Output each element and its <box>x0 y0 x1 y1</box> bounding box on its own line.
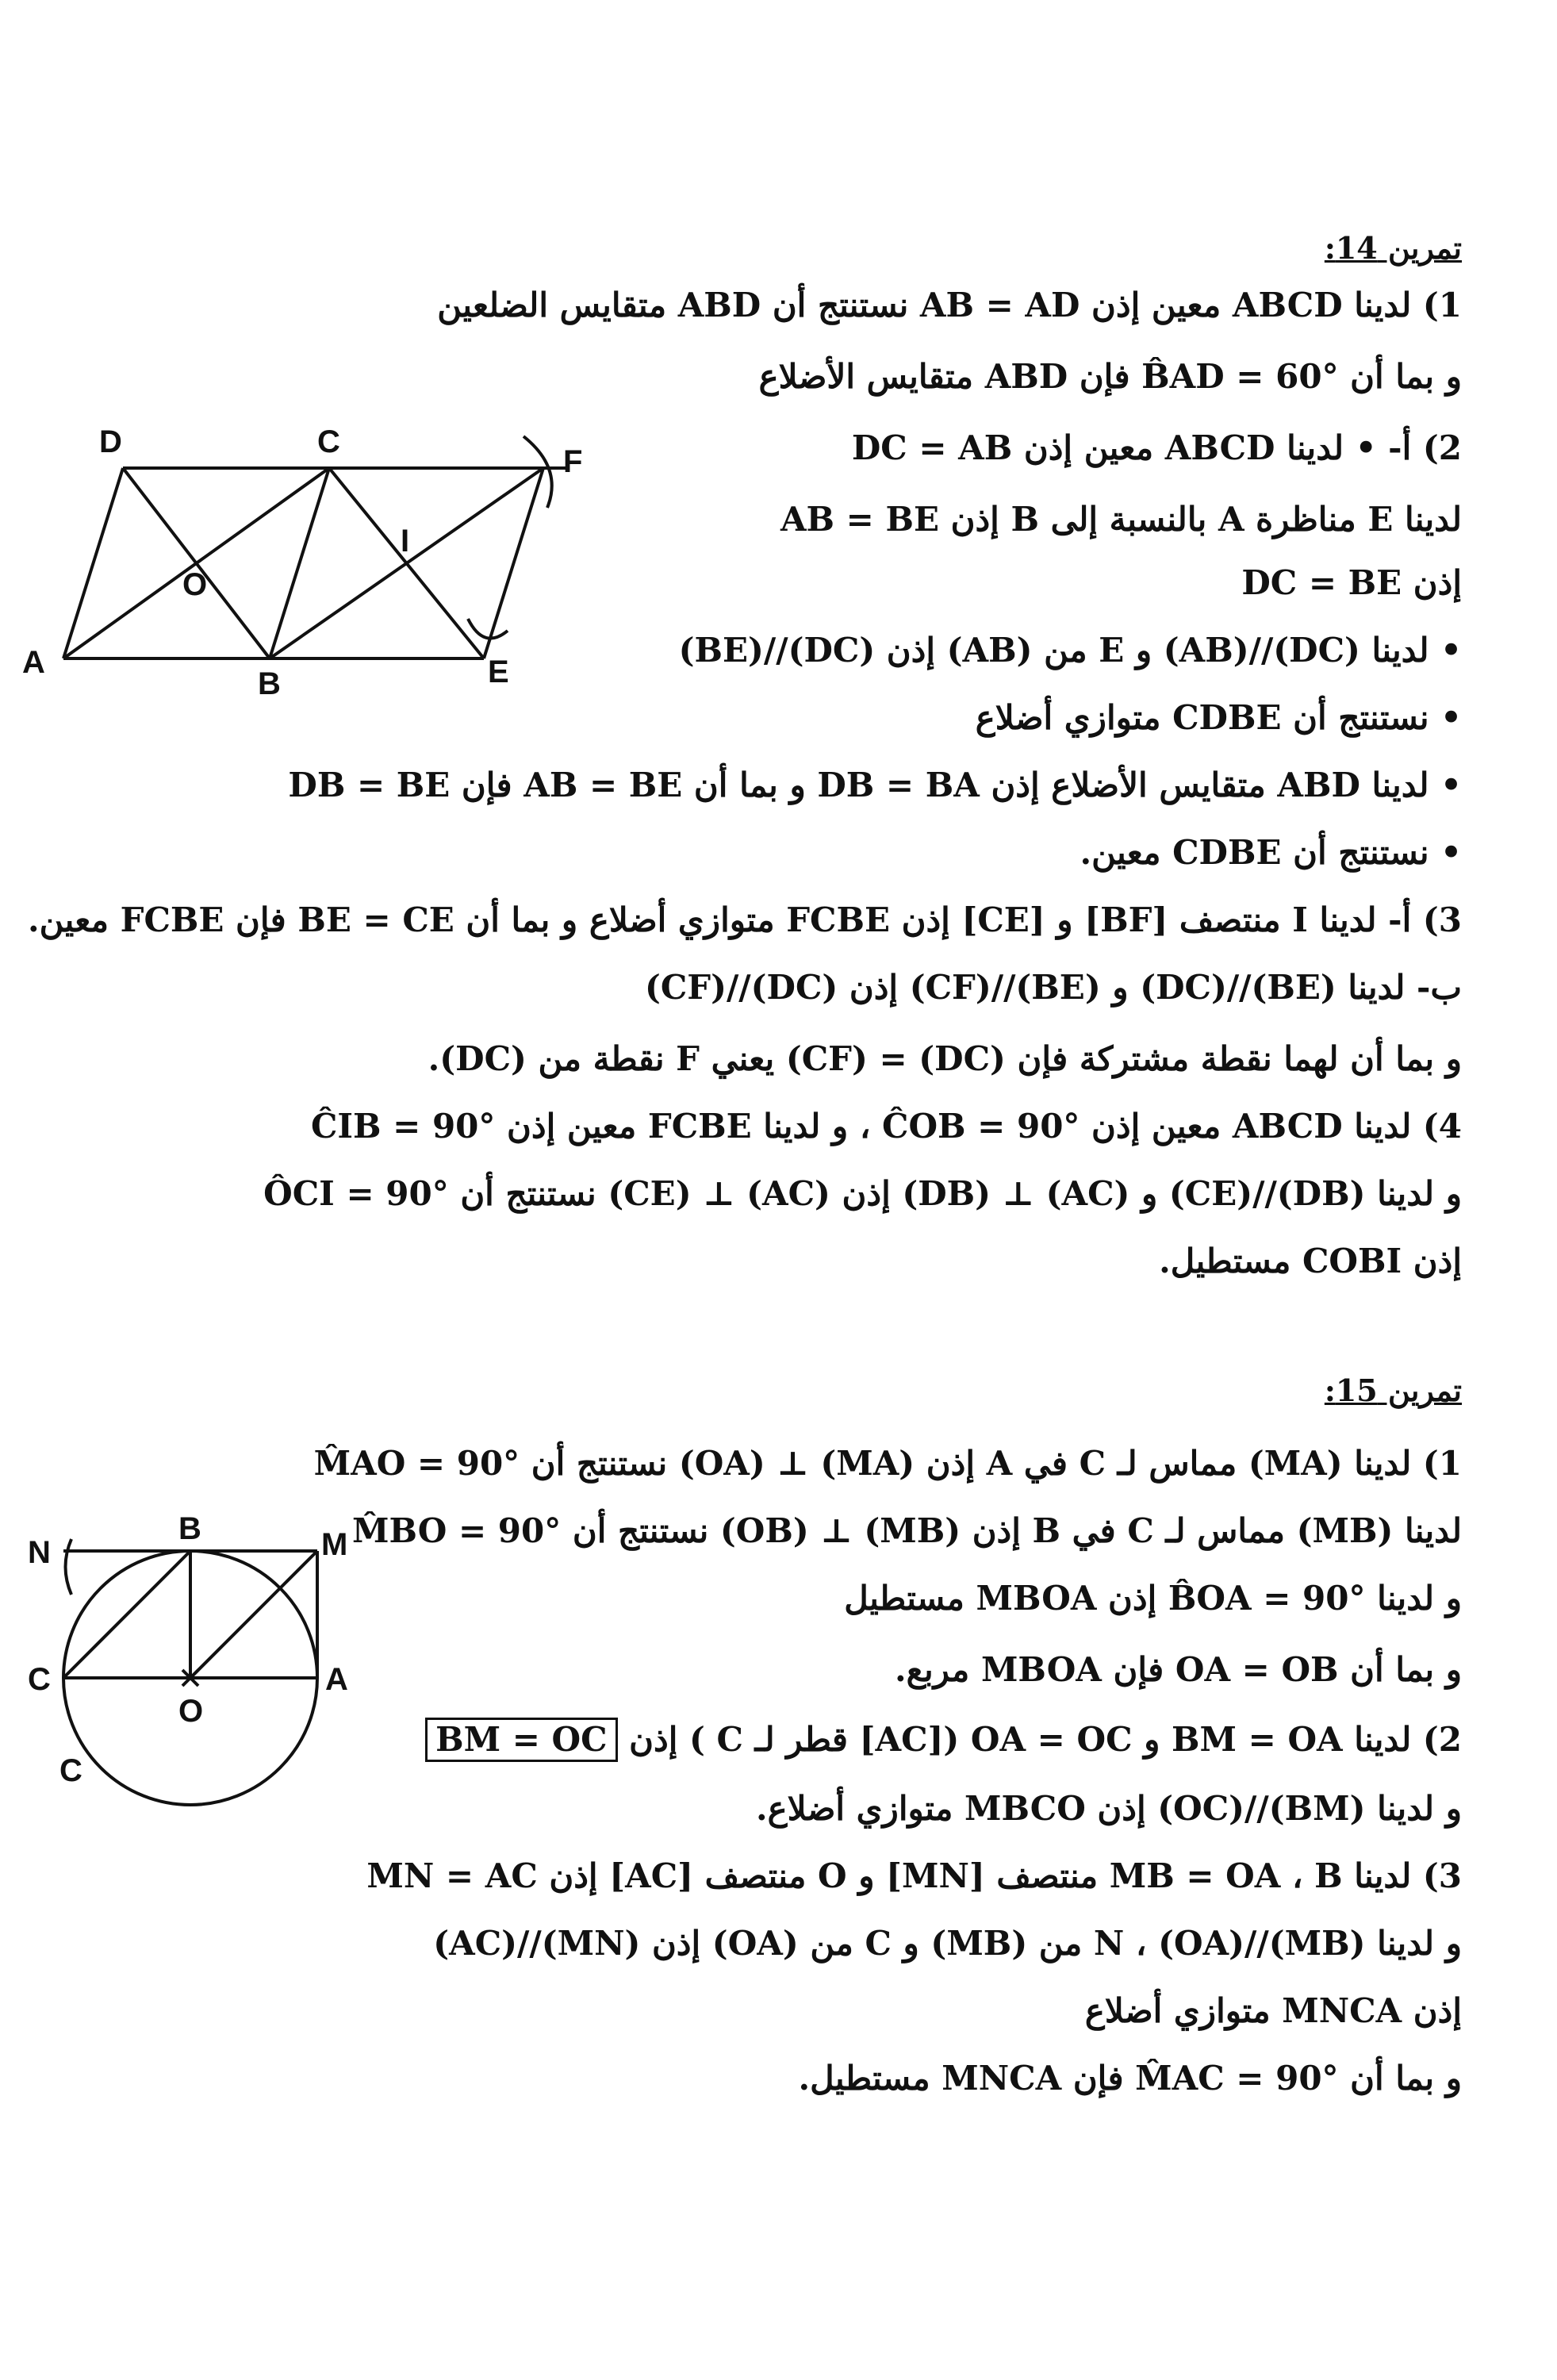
ex15-line-1: 1) لدينا (MA) مماس لـ C في A إذن (MA) ⊥ (OA) نستنتج أن M̂AO = 90° <box>313 1444 1462 1483</box>
ex14-line-3: 2) أ- • لدينا ABCD معين إذن DC = AB <box>851 428 1462 467</box>
ex14-line-5: إذن DC = BE <box>1241 563 1462 602</box>
ex14-line-9: • نستنتج أن CDBE معين. <box>1080 833 1462 872</box>
ex14-line-15: إذن COBI مستطيل. <box>1159 1242 1462 1280</box>
ex14-line-8: • لدينا ABD متقايس الأضلاع إذن DB = BA و بما أن AB = BE فإن DB = BE <box>288 766 1462 804</box>
ex15-line-5-text: 2) لدينا BM = OA و OA = OC ([AC] قطر لـ C ) إذن <box>629 1720 1462 1759</box>
exercise-15-title: تمرين 15: <box>1324 1372 1462 1408</box>
ex15-line-5 <box>425 1718 1462 1762</box>
point-label-O: O <box>178 1694 204 1729</box>
ex15-line-10: و بما أن M̂AC = 90° فإن MNCA مستطيل. <box>798 2059 1462 2098</box>
ex14-line-11: ب- لدينا (BE)//(DC) و (BE)//(CF) إذن (DC)//(CF) <box>644 968 1462 1007</box>
ex15-line-8: و لدينا (MB)//(OA) ، N من (MB) و C من (OA) إذن (MN)//(AC) <box>433 1924 1462 1963</box>
ex15-geometry-figure <box>16 1507 365 1856</box>
ex15-line-6: و لدينا (BM)//(OC) إذن MBCO متوازي أضلاع. <box>755 1789 1462 1828</box>
ex14-line-6: • لدينا (DC)//(AB) و E من (AB) إذن (DC)//(BE) <box>678 631 1462 670</box>
ex14-line-1: 1) لدينا ABCD معين إذن AB = AD نستنتج أن ABD متقايس الضلعين <box>437 286 1462 324</box>
point-label-E: E <box>488 654 509 689</box>
ex15-line-2: لدينا (MB) مماس لـ C في B إذن (MB) ⊥ (OB) نستنتج أن M̂BO = 90° <box>352 1511 1462 1550</box>
exercise-14-title: تمرين 14: <box>1324 230 1462 266</box>
point-label-N: N <box>28 1535 51 1570</box>
point-label-F: F <box>563 444 583 479</box>
ex14-line-4: لدينا E مناظرة A بالنسبة إلى B إذن AB = BE <box>780 500 1462 539</box>
point-label-O: O <box>182 567 208 602</box>
point-label-C: C <box>317 424 340 459</box>
point-label-A: A <box>325 1662 348 1697</box>
point-label-D: D <box>99 424 122 459</box>
point-label-B: B <box>258 666 281 698</box>
ex14-geometry-figure <box>16 420 587 698</box>
ex15-line-9: إذن MNCA متوازي أضلاع <box>1084 1991 1462 2030</box>
ex15-line-3: و لدينا B̂OA = 90° إذن MBOA مستطيل <box>844 1579 1462 1618</box>
circle-label-C: C <box>59 1753 82 1788</box>
ex14-line-12: و بما أن لهما نقطة مشتركة فإن (DC) = (CF) يعني F نقطة من (DC). <box>428 1039 1462 1078</box>
ex14-line-7: • نستنتج أن CDBE متوازي أضلاع <box>975 698 1462 737</box>
ex15-line-4: و بما أن OA = OB فإن MBOA مربع. <box>894 1650 1462 1689</box>
ex14-line-13: 4) لدينا ABCD معين إذن ĈOB = 90° ، و لدينا FCBE معين إذن ĈIB = 90° <box>310 1107 1462 1146</box>
ex14-line-14: و لدينا (DB)//(CE) و (AC) ⊥ (DB) إذن (AC) ⊥ (CE) نستنتج أن ÔCI = 90° <box>263 1174 1462 1213</box>
point-label-A: A <box>22 645 45 680</box>
point-label-M: M <box>321 1527 348 1562</box>
ex14-line-10: 3) أ- لدينا I منتصف [BF] و [CE] إذن FCBE متوازي أضلاع و بما أن BE = CE فإن FCBE معين. <box>28 900 1462 939</box>
ex14-line-2: و بما أن B̂AD = 60° فإن ABD متقايس الأضلاع <box>758 357 1462 396</box>
ex15-line-7: 3) لدينا MB = OA ، B منتصف [MN] و O منتصف [AC] إذن MN = AC <box>366 1856 1462 1895</box>
boxed-result: BM = OC <box>425 1718 617 1762</box>
point-label-C: C <box>28 1662 51 1697</box>
point-label-I: I <box>401 524 410 559</box>
point-label-B: B <box>178 1511 201 1546</box>
